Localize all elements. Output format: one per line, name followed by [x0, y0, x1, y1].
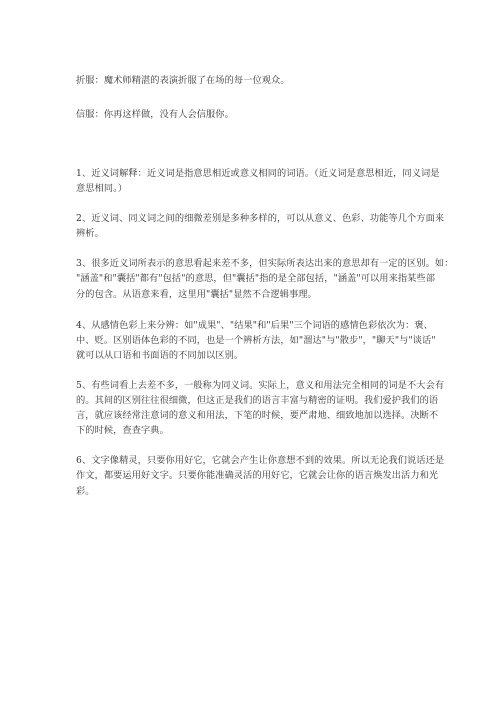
paragraph-line: 中、贬。区别语体色彩的不同，也是一个辨析方法，如"溜达"与"散步"，"聊天"与"谈话": [76, 335, 436, 346]
paragraph-line: "涵盖"和"囊括"都有"包括"的意思，但"囊括"指的是全部包括，"涵盖"可以用来指某些部: [76, 273, 436, 284]
paragraph-line: 下的时候，查查字典。: [76, 425, 169, 436]
example-sentence-xinfu: 信服：你再这样做，没有人会信服你。: [76, 109, 234, 120]
paragraph-line: 1、近义词解释：近义词是指意思相近或意义相同的词语。（近义词是意思相近，同义词是: [76, 168, 440, 179]
paragraph-line: 言，就应该经常注意词的意义和用法，下笔的时候，要严肃地、细致地加以选择。决断不: [76, 410, 439, 421]
paragraph-line: 辨析。: [76, 228, 104, 239]
paragraph-line: 分的包含。从语意来看，这里用"囊括"显然不合逻辑事理。: [76, 289, 317, 300]
paragraph-line: 6、文字像精灵，只要你用好它，它就会产生让你意想不到的效果。所以无论我们说话还是: [76, 455, 445, 466]
paragraph-line: 作文，都要运用好文字。只要你能准确灵活的用好它，它就会让你的语言焕发出活力和光: [76, 470, 439, 481]
paragraph-line: 5、有些词看上去差不多，一般称为同义词。实际上，意义和用法完全相同的词是不大会有: [76, 380, 445, 391]
paragraph-line: 就可以从口语和书面语的不同加以区别。: [76, 350, 244, 361]
paragraph-line: 的。其间的区别往往很细微，但这正是我们的语言丰富与精密的证明。我们爱护我们的语: [76, 395, 439, 406]
paragraph-line: 2、近义词、同义词之间的细微差别是多种多样的，可以从意义、色彩、功能等几个方面来: [76, 213, 445, 224]
paragraph-line: 4、从感情色彩上来分辨：如"成果"、"结果"和"后果"三个词语的感情色彩依次为：褒、: [76, 320, 433, 331]
example-sentence-zhefu: 折服：魔术师精湛的表演折服了在场的每一位观众。: [76, 75, 290, 86]
paragraph-line: 彩。: [76, 486, 95, 497]
paragraph-line: 意思相同。）: [76, 183, 128, 194]
paragraph-line: 3、很多近义词所表示的意思看起来差不多，但实际所表达出来的意思却有一定的区别。如：: [76, 258, 454, 269]
